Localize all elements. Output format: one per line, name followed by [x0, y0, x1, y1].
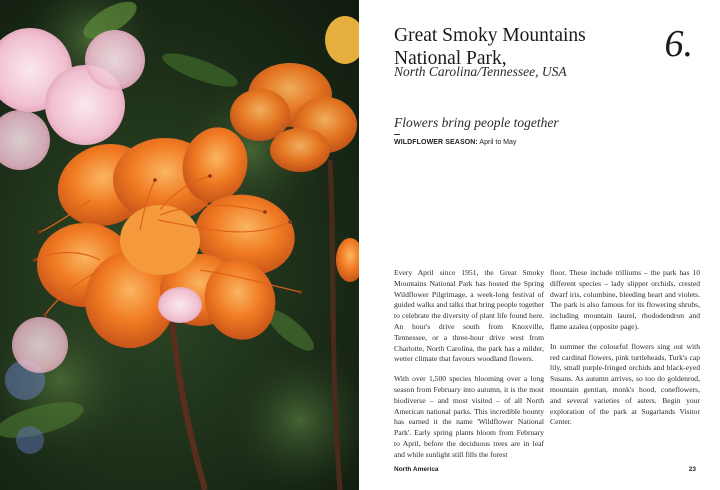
- flame-azalea-photo: [0, 0, 359, 490]
- body-paragraph: In summer the colourful flowers sing out with red cardinal flowers, pink turtleheads, Turk's cap lily, small purple-fringed orchids and black-eyed Susans. As autumn arrives, so too do goldenrod, mountain gentian, monk's hood, coneflowers, and several varieties of asters. Begin your exploration of the park at Sugarlands Visitor Center.: [550, 341, 700, 427]
- body-column-left: [394, 268, 544, 470]
- season-line: [394, 139, 516, 146]
- body-paragraph: Every April since 1951, the Great Smoky Mountains National Park has hosted the Spring Wildflower Pilgrimage, a week-long festival of guided walks and talks that bring people together to celebrate the diversity of plant life found here. An hour's drive south from Knoxville, Tennessee, or a three-hour drive west from Charlotte, North Carolina, the park has a milder, wetter climate that favours woodland flowers.: [394, 268, 544, 364]
- season-label: WILDFLOWER SEASON:: [394, 139, 478, 146]
- flower-illustration: [0, 0, 359, 490]
- body-column-right: [550, 268, 700, 437]
- article-tagline: Flowers bring people together: [394, 115, 559, 130]
- body-paragraph: With over 1,500 species blooming over a long season from February into autumn, it is the most biodiverse – and most visited – of all North American national parks. This incredible bounty has earned it the name 'Wildflower National Park'. Early spring plants bloom from February to April, before the deciduous trees are in leaf and while sunlight still fills the forest: [394, 374, 544, 459]
- divider: [394, 134, 400, 135]
- chapter-number: 6.: [664, 23, 693, 65]
- footer-section: North America: [394, 466, 439, 473]
- article-page: [359, 0, 720, 490]
- page-number: 23: [688, 466, 696, 473]
- season-value: April to May: [479, 139, 517, 146]
- article-subtitle: North Carolina/Tennessee, USA: [394, 64, 567, 79]
- article-title: Great Smoky Mountains National Park,: [394, 25, 586, 69]
- body-paragraph: floor. These include trilliums – the park has 10 different species – lady slipper orchids, crested dwarf iris, columbine, bleeding heart and violets. The park is also famous for its flowering shrubs, including mountain laurel, rhododendron and flame azalea (opposite page).: [550, 268, 700, 331]
